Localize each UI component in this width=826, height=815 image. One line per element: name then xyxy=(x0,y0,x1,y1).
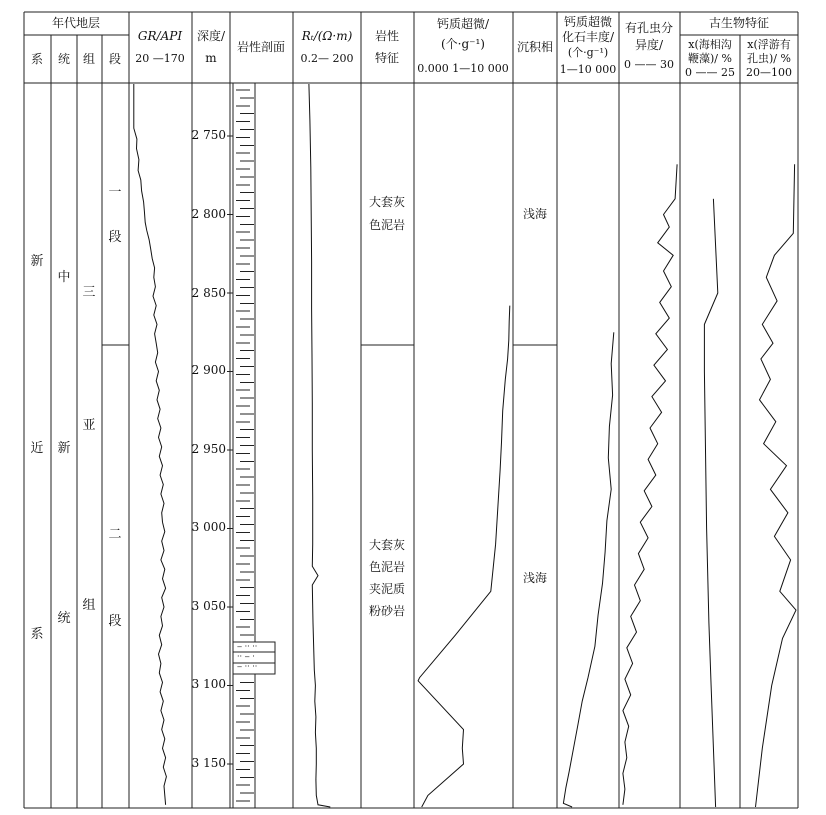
dino-title-2: 鞭藻)/ % xyxy=(688,52,732,65)
system-header: 系 xyxy=(30,52,44,66)
foram-title-2: 异度/ xyxy=(634,38,664,52)
system-char-3: 系 xyxy=(30,627,44,642)
lith-upper-1: 大套灰 xyxy=(368,195,406,209)
depth-tick-label: 3 000 xyxy=(191,520,226,534)
depth-tick-label: 2 800 xyxy=(191,207,226,221)
formation-char-1: 三 xyxy=(82,285,96,300)
depth-tick-label: 3 100 xyxy=(191,677,226,691)
calc-fossil-title-1: 钙质超微 xyxy=(563,15,613,29)
lith-section-title: 岩性剖面 xyxy=(236,40,286,54)
depth-tick-label: 3 150 xyxy=(191,756,226,770)
lith-lower-4: 粉砂岩 xyxy=(368,604,406,618)
depth-tick-label: 2 850 xyxy=(191,286,226,300)
calc-micro-curve xyxy=(418,306,510,807)
series-header: 统 xyxy=(57,52,71,66)
formation-char-3: 组 xyxy=(82,598,96,613)
system-char-2: 近 xyxy=(30,441,44,456)
plank-range: 20—100 xyxy=(746,66,792,79)
depth-tick-label: 3 050 xyxy=(191,599,226,613)
lith-lower-3: 夹泥质 xyxy=(368,582,406,596)
dinoflagellate-curve xyxy=(704,199,717,807)
lith-lower-1: 大套灰 xyxy=(368,538,406,552)
formation-header: 组 xyxy=(82,52,96,66)
formation-char-2: 亚 xyxy=(82,418,96,433)
rt-range: 0.2— 200 xyxy=(300,52,354,65)
calc-fossil-curve xyxy=(563,332,613,807)
lith-lower-2: 色泥岩 xyxy=(368,560,406,574)
member2-char-1: 二 xyxy=(108,527,122,542)
system-char-1: 新 xyxy=(30,254,44,269)
calc-fossil-range: 1—10 000 xyxy=(559,63,617,76)
strata-header: 年代地层 xyxy=(51,16,101,30)
series-char-2: 新 xyxy=(57,441,71,456)
member1-char-1: 一 xyxy=(108,185,122,200)
member-header: 段 xyxy=(108,52,122,66)
facies-title: 沉积相 xyxy=(516,40,554,54)
siltstone-pattern: ‒ ·· ·· xyxy=(237,642,258,651)
foram-range: 0 —— 30 xyxy=(624,58,674,71)
rt-curve xyxy=(309,84,330,807)
plank-title-2: 孔虫)/ % xyxy=(747,52,791,65)
depth-tick-label: 2 900 xyxy=(191,363,226,377)
rt-title: Rₜ/(Ω·m) xyxy=(301,29,353,43)
calc-fossil-title-2: 化石丰度/ xyxy=(561,30,615,44)
depth-tick-label: 2 950 xyxy=(191,442,226,456)
facies-upper: 浅海 xyxy=(522,207,548,221)
gr-title: GR/API xyxy=(137,29,183,43)
series-char-1: 中 xyxy=(57,270,71,285)
calc-micro-title-2: (个·g⁻¹) xyxy=(440,37,486,51)
lith-upper-2: 色泥岩 xyxy=(368,218,406,232)
lith-feature-title-1: 岩性 xyxy=(374,29,400,43)
calc-micro-title-1: 钙质超微/ xyxy=(436,17,490,31)
facies-lower: 浅海 xyxy=(522,571,548,585)
plank-title-1: x(浮游有 xyxy=(747,38,791,51)
member1-char-2: 段 xyxy=(108,230,122,245)
dino-range: 0 —— 25 xyxy=(685,66,735,79)
siltstone-pattern: ·· ‒ · xyxy=(237,652,255,661)
paleo-title: 古生物特征 xyxy=(708,16,770,30)
series-char-3: 统 xyxy=(57,611,71,626)
gr-range: 20 —170 xyxy=(135,52,185,65)
foram-div-curve xyxy=(623,164,677,805)
calc-micro-range: 0.000 1—10 000 xyxy=(417,62,509,75)
dino-title-1: x(海相沟 xyxy=(688,38,732,51)
member2-char-2: 段 xyxy=(108,614,122,629)
depth-tick-label: 2 750 xyxy=(191,128,226,142)
gr-curve xyxy=(134,84,167,805)
depth-unit: m xyxy=(205,51,217,65)
calc-fossil-title-3: (个·g⁻¹) xyxy=(567,46,609,59)
lith-feature-title-2: 特征 xyxy=(374,51,400,65)
planktic-foram-curve xyxy=(756,164,797,807)
depth-title: 深度/ xyxy=(196,29,226,43)
siltstone-pattern: ‒ ·· ·· xyxy=(237,662,258,671)
foram-title-1: 有孔虫分 xyxy=(624,21,674,35)
